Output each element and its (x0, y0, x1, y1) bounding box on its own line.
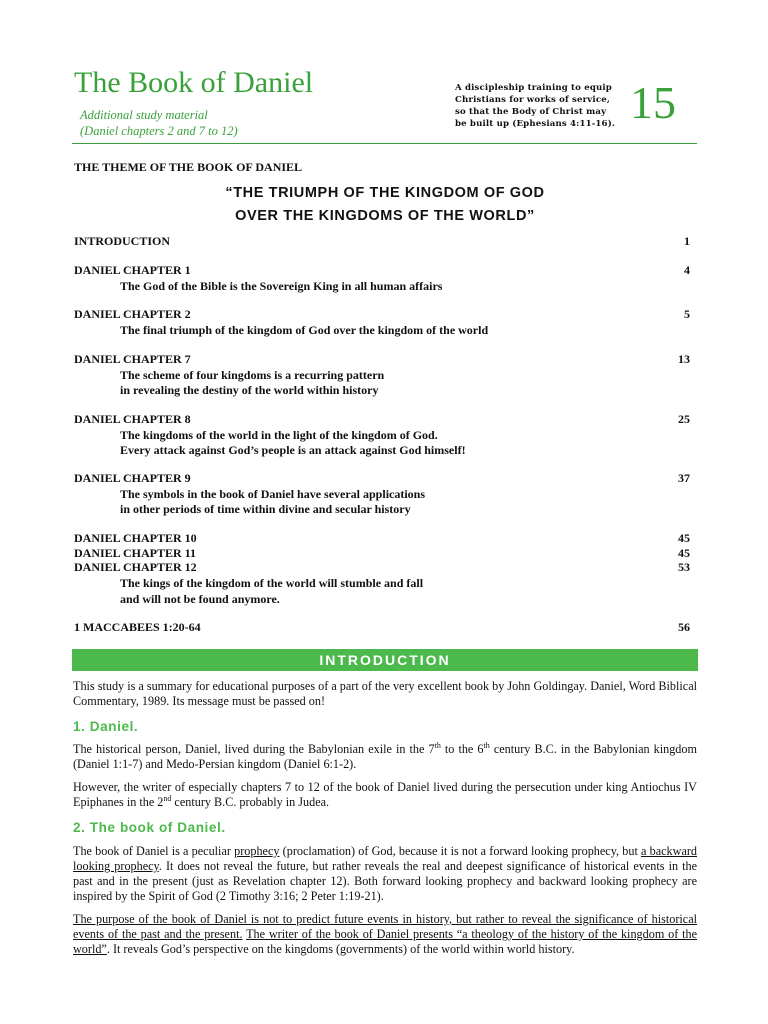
toc-page-chapter-1: 4 (684, 263, 690, 277)
theme-label: THE THEME OF THE BOOK OF DANIEL (74, 160, 303, 174)
section-2-paragraph-2: The purpose of the book of Daniel is not to predict future events in history, but rather to reveal the significance of historical events of the past and the present. The writer of the book of Daniel presents “a theology of the history of the kingdom of the world”. It reveals God’s perspective on the kingdoms (governments) of the world within world history. (73, 912, 697, 956)
introduction-paragraph: This study is a summary for educational purposes of a part of the very excellent book by John Goldingay. Daniel, Word Biblical Commentary, 1989. Its message must be passed on! (73, 679, 697, 708)
section-1-heading: 1. Daniel. (73, 719, 139, 734)
toc-desc-chapter-9-line-1: The symbols in the book of Daniel have several applications (120, 487, 426, 501)
tagline-line-1: A discipleship training to equip (455, 83, 612, 93)
toc-heading-maccabees[interactable]: 1 MACCABEES 1:20-64 (74, 620, 201, 634)
toc-heading-chapter-10[interactable]: DANIEL CHAPTER 10 (74, 531, 197, 545)
page-title: The Book of Daniel (74, 66, 314, 99)
toc-heading-chapter-11[interactable]: DANIEL CHAPTER 11 (74, 546, 197, 560)
section-1-paragraph-2: However, the writer of especially chapters 7 to 12 of the book of Daniel lived during the persecution under king Antiochus IV Epiphanes in the 2nd century B.C. probably in Judea. (73, 780, 697, 809)
toc-page-maccabees: 56 (678, 620, 690, 634)
section-1-paragraph-1: The historical person, Daniel, lived during the Babylonian exile in the 7th to the 6th century B.C. in the Babylonian kingdom (Daniel 1:1-7) and Medo-Persian kingdom (Daniel 6:1-2). (73, 740, 697, 771)
toc-desc-chapter-7-line-2: in revealing the destiny of the world within history (120, 383, 379, 397)
theme-title-line-1: “THE TRIUMPH OF THE KINGDOM OF GOD (225, 185, 545, 201)
tagline-line-2: Christians for works of service, (455, 95, 610, 105)
toc-page-chapter-10: 45 (678, 531, 690, 545)
toc-page-introduction: 1 (684, 234, 690, 248)
toc-heading-chapter-7[interactable]: DANIEL CHAPTER 7 (74, 352, 191, 366)
toc-heading-chapter-1[interactable]: DANIEL CHAPTER 1 (74, 263, 191, 277)
toc-heading-chapter-9[interactable]: DANIEL CHAPTER 9 (74, 471, 191, 485)
toc-page-chapter-11: 45 (678, 546, 690, 560)
toc-page-chapter-9: 37 (678, 471, 690, 485)
toc-heading-chapter-8[interactable]: DANIEL CHAPTER 8 (74, 412, 191, 426)
toc-desc-chapter-2: The final triumph of the kingdom of God over the kingdom of the world (120, 323, 489, 337)
subtitle-line-1: Additional study material (80, 108, 208, 122)
tagline-line-3: so that the Body of Christ may (455, 107, 607, 117)
toc-page-chapter-12: 53 (678, 560, 690, 574)
toc-desc-chapter-9-line-2: in other periods of time within divine and secular history (120, 502, 411, 516)
toc-page-chapter-7: 13 (678, 352, 690, 366)
toc-page-chapter-8: 25 (678, 412, 690, 426)
toc-desc-chapter-12-line-1: The kings of the kingdom of the world will stumble and fall (120, 576, 424, 590)
toc-desc-chapter-1: The God of the Bible is the Sovereign King in all human affairs (120, 279, 443, 293)
tagline-line-4: be built up (Ephesians 4:11-16). (455, 119, 616, 129)
theme-title-line-2: OVER THE KINGDOMS OF THE WORLD” (235, 208, 535, 224)
section-2-paragraph-1: The book of Daniel is a peculiar prophecy (proclamation) of God, because it is not a forward looking prophecy, but a backward looking prophecy. It does not reveal the future, but rather reveals the real and deepest significance of historical events in the past and in the present (just as Revelation chapter 12). Both forward looking prophecy and backward looking prophecy are inspired by the Spirit of God (2 Timothy 3:16; 2 Peter 1:19-21). (73, 844, 698, 903)
toc-page-chapter-2: 5 (684, 307, 690, 321)
toc-desc-chapter-8-line-1: The kingdoms of the world in the light of the kingdom of God. (120, 428, 438, 442)
toc-desc-chapter-8-line-2: Every attack against God’s people is an attack against God himself! (120, 443, 466, 457)
header-divider (72, 143, 697, 144)
section-2-heading: 2. The book of Daniel. (73, 820, 226, 835)
toc-heading-chapter-12[interactable]: DANIEL CHAPTER 12 (74, 560, 197, 574)
toc-desc-chapter-12-line-2: and will not be found anymore. (120, 592, 280, 606)
issue-number: 15 (630, 77, 676, 128)
toc-heading-introduction[interactable]: INTRODUCTION (74, 234, 171, 248)
toc-heading-chapter-2[interactable]: DANIEL CHAPTER 2 (74, 307, 191, 321)
introduction-banner: INTRODUCTION (72, 649, 698, 671)
subtitle-line-2: (Daniel chapters 2 and 7 to 12) (80, 124, 238, 138)
toc-desc-chapter-7-line-1: The scheme of four kingdoms is a recurring pattern (120, 368, 385, 382)
